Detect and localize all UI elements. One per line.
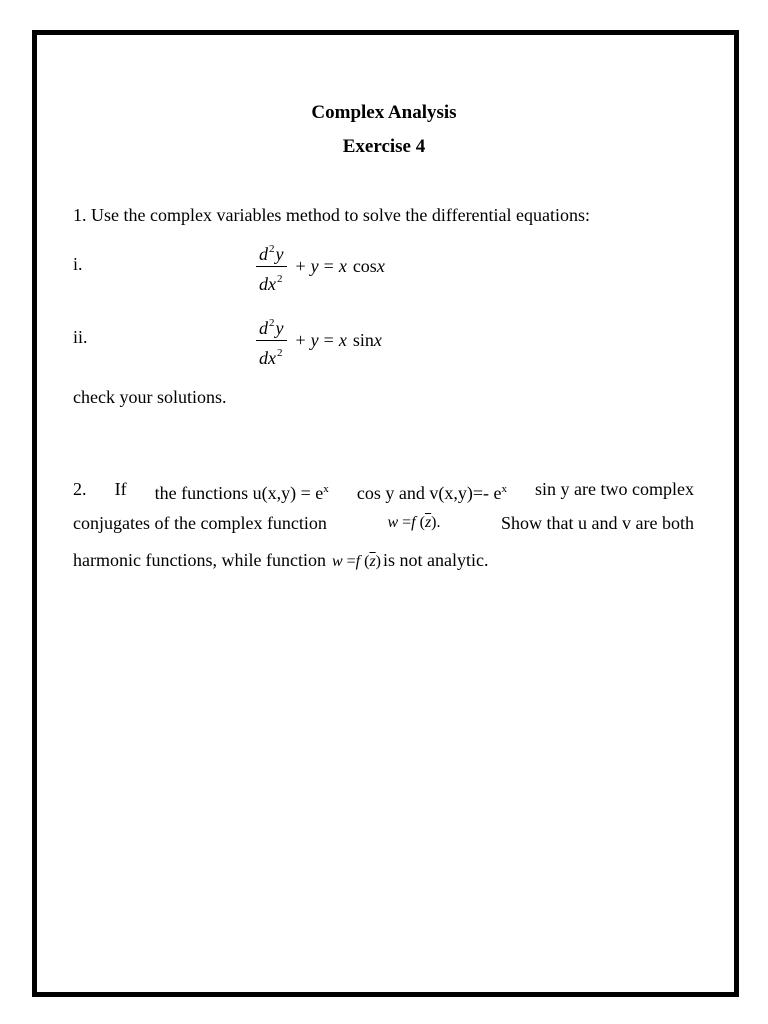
question-1-prompt: 1. Use the complex variables method to solve the differential equations: bbox=[73, 205, 591, 225]
math-close-paren: ) bbox=[375, 553, 381, 570]
numerator-y: y bbox=[275, 318, 284, 338]
plus-sign: + bbox=[295, 256, 306, 276]
variable-x: x bbox=[338, 256, 347, 276]
math-zbar: $\overline{z}$ bbox=[369, 553, 376, 570]
function-name: cos bbox=[352, 256, 377, 276]
function-w-of-zbar bbox=[387, 512, 440, 534]
v-expression: cos y and v(x,y)=- e bbox=[356, 483, 502, 503]
numerator-d: d bbox=[259, 318, 268, 338]
question-2-line-3 bbox=[73, 549, 488, 573]
question-2-line-3-start: harmonic functions, while function bbox=[73, 550, 326, 570]
fraction-numerator bbox=[256, 312, 287, 341]
math-f: f bbox=[355, 553, 361, 570]
question-2-if: If bbox=[114, 479, 127, 499]
math-equals: = bbox=[402, 514, 412, 531]
equals-sign: = bbox=[323, 330, 334, 350]
equation-label-ii: ii. bbox=[73, 327, 88, 347]
math-zbar: $\overline{z}$ bbox=[424, 514, 432, 531]
fraction-numerator bbox=[256, 238, 287, 267]
variable-y: y bbox=[310, 256, 319, 276]
equation-ii bbox=[256, 312, 382, 369]
denominator-dx: dx bbox=[259, 348, 276, 368]
u-exponent: x bbox=[323, 483, 329, 495]
numerator-exponent: 2 bbox=[269, 317, 275, 329]
math-w: w bbox=[331, 553, 343, 570]
equation-i bbox=[256, 238, 385, 295]
equals-sign: = bbox=[323, 256, 334, 276]
question-2-u-definition bbox=[155, 478, 329, 504]
u-expression: the functions u(x,y) = e bbox=[154, 483, 324, 503]
question-2-line-1 bbox=[73, 478, 694, 504]
check-instruction: check your solutions. bbox=[73, 387, 227, 407]
variable-x: x bbox=[338, 330, 347, 350]
denominator-exponent: 2 bbox=[277, 273, 283, 285]
math-equals: = bbox=[346, 553, 356, 570]
document-title: Complex Analysis bbox=[311, 102, 457, 123]
denominator-dx: dx bbox=[259, 274, 276, 294]
equation-label-i: i. bbox=[73, 254, 83, 274]
function-argument: x bbox=[376, 256, 385, 276]
question-2-line-3-end: is not analytic. bbox=[383, 550, 489, 570]
math-f: f bbox=[411, 514, 416, 531]
plus-sign: + bbox=[295, 330, 306, 350]
question-2-line-1-end: sin y are two complex bbox=[535, 479, 694, 499]
fraction-denominator bbox=[256, 341, 287, 369]
question-2-line-2 bbox=[73, 512, 694, 534]
math-w: w bbox=[387, 514, 399, 531]
document-subtitle: Exercise 4 bbox=[342, 136, 426, 157]
question-2-number: 2. bbox=[73, 479, 87, 499]
function-w-of-zbar bbox=[332, 551, 381, 573]
question-2-v-definition bbox=[357, 478, 507, 504]
numerator-exponent: 2 bbox=[269, 243, 275, 255]
variable-y: y bbox=[310, 330, 319, 350]
math-close-paren: ). bbox=[431, 514, 441, 531]
denominator-exponent: 2 bbox=[277, 347, 283, 359]
second-derivative-fraction bbox=[256, 312, 287, 369]
math-open-paren: ( bbox=[364, 553, 370, 570]
function-argument: x bbox=[373, 330, 382, 350]
fraction-denominator bbox=[256, 267, 287, 295]
v-exponent: x bbox=[501, 483, 507, 495]
numerator-y: y bbox=[275, 244, 284, 264]
second-derivative-fraction bbox=[256, 238, 287, 295]
math-open-paren: ( bbox=[419, 514, 425, 531]
question-2-line-2-start: conjugates of the complex function bbox=[73, 513, 327, 533]
question-2-line-2-end: Show that u and v are both bbox=[501, 513, 694, 533]
function-name: sin bbox=[352, 330, 374, 350]
numerator-d: d bbox=[259, 244, 268, 264]
